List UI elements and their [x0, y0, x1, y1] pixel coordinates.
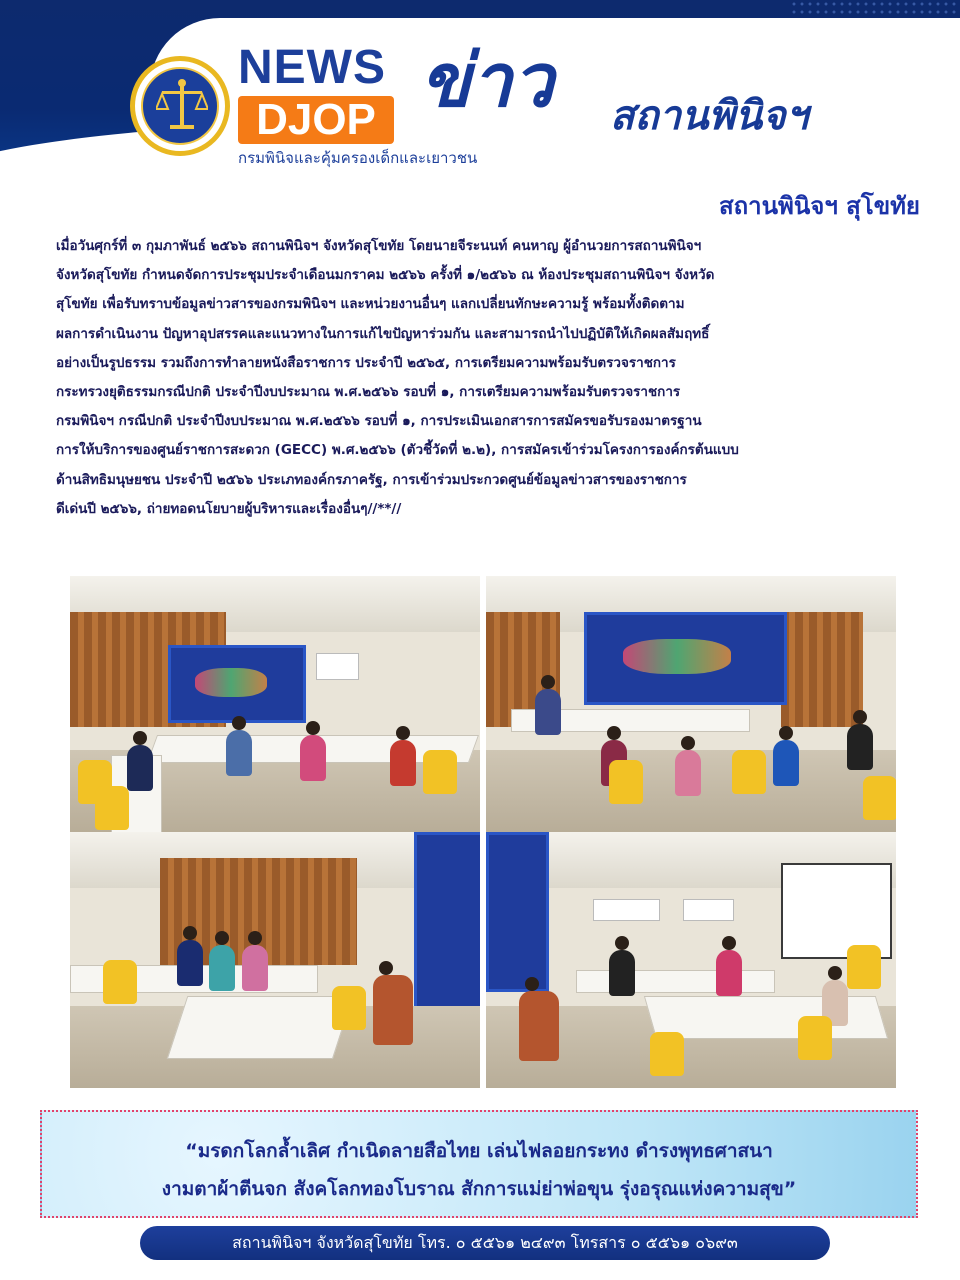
article-line: กรมพินิจฯ กรณีปกติ ประจำปีงบประมาณ พ.ศ.๒๕๖๖ รอบที่ ๑, การประเมินเอกสารการสมัครขอรับรองมาตรฐาน [56, 413, 702, 430]
djop-wordmark: DJOP [238, 96, 394, 144]
article-line: ดีเด่นปี ๒๕๖๖, ถ่ายทอดนโยบายผู้บริหารและเรื่องอื่นๆ//**// [56, 500, 402, 517]
department-seal-logo [130, 56, 230, 156]
meeting-photo-2 [486, 576, 896, 832]
article-line: ด้านสิทธิมนุษยชน ประจำปี ๒๕๖๖ ประเภทองค์กรภาครัฐ, การเข้าร่วมประกวดศูนย์ข้อมูลข่าวสารของราชการ [56, 471, 687, 488]
article-line: เมื่อวันศุกร์ที่ ๓ กุมภาพันธ์ ๒๕๖๖ สถานพินิจฯ จังหวัดสุโขทัย โดยนายจีระนนท์ คนหาญ ผู้อำนวยการสถานพินิจฯ [56, 238, 702, 254]
province-motto-box [40, 1110, 918, 1218]
article-line: การให้บริการของศูนย์ราชการสะดวก (GECC) พ.ศ.๒๕๖๖ (ตัวชี้วัดที่ ๒.๒), การสมัครเข้าร่วมโครงการองค์กรต้นแบบ [56, 442, 739, 459]
article-line: กระทรวงยุติธรรมกรณีปกติ ประจำปีงบประมาณ พ.ศ.๒๕๖๖ รอบที่ ๑, การเตรียมความพร้อมรับตรวจราชการ [56, 384, 681, 401]
article-line: จังหวัดสุโขทัย กำหนดจัดการประชุมประจำเดือนมกราคม ๒๕๖๖ ครั้งที่ ๑/๒๕๖๖ ณ ห้องประชุมสถานพินิจฯ จังหวัด [56, 267, 715, 284]
article-line: สุโขทัย เพื่อรับทราบข้อมูลข่าวสารของกรมพินิจฯ และหน่วยงานอื่นๆ แลกเปลี่ยนทักษะความรู้ พร้อมทั้งติดตาม [56, 296, 685, 313]
article-body [56, 232, 916, 524]
khao-title: ข่าว [420, 38, 554, 124]
meeting-photo-4 [486, 832, 896, 1088]
article-line: ผลการดำเนินงาน ปัญหาอุปสรรคและแนวทางในการแก้ไขปัญหาร่วมกัน และสามารถนำไปปฏิบัติให้เกิดผลสัมฤทธิ์ [56, 325, 710, 342]
section-title: สถานพินิจฯ สุโขทัย [718, 192, 920, 220]
photo-collage [70, 576, 898, 1088]
news-wordmark: NEWS [238, 41, 386, 94]
meeting-photo-3 [70, 832, 480, 1088]
sathan-pinit-title: สถานพินิจฯ [610, 92, 809, 139]
contact-footer: สถานพินิจฯ จังหวัดสุโขทัย โทร. ๐ ๕๕๖๑ ๒๔๙๓ โทรสาร ๐ ๕๕๖๑ ๐๖๙๓ [140, 1226, 830, 1260]
meeting-photo-1 [70, 576, 480, 832]
header-banner [0, 0, 960, 180]
motto-line-2: งามตาผ้าตีนจก สังคโลกทองโบราณ สักการแม่ย่าพ่อขุน รุ่งอรุณแห่งความสุข” [161, 1178, 797, 1200]
article-line: อย่างเป็นรูปธรรม รวมถึงการทำลายหนังสือราชการ ประจำปี ๒๕๖๕, การเตรียมความพร้อมรับตรวจราชการ [56, 354, 676, 371]
motto-line-1: “มรดกโลกล้ำเลิศ กำเนิดลายสือไทย เล่นไฟลอยกระทง ดำรงพุทธศาสนา [185, 1140, 773, 1162]
scales-of-justice-icon [141, 67, 219, 145]
department-name: กรมพินิจและคุ้มครองเด็กและเยาวชน [238, 150, 478, 167]
